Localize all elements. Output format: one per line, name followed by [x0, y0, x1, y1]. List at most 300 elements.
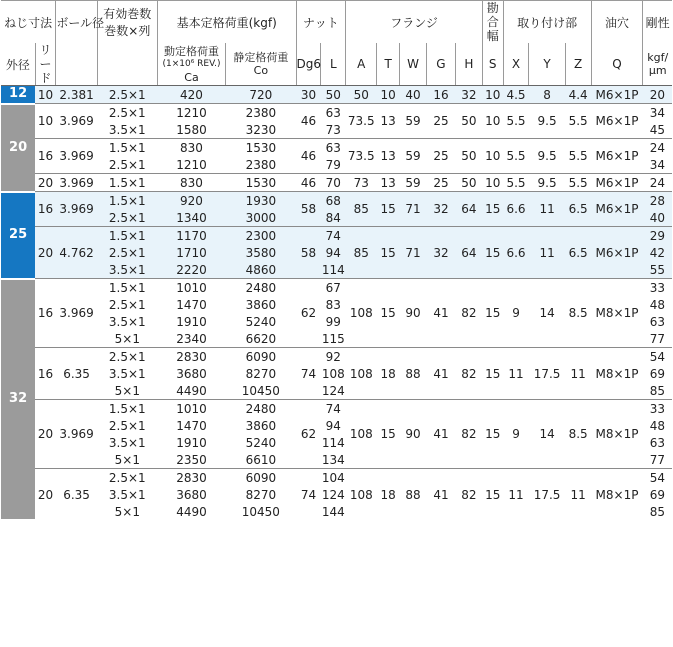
- y-cell: 17.5: [529, 469, 565, 521]
- x-cell: 11: [503, 348, 529, 400]
- w-cell: 88: [400, 469, 427, 521]
- dg6-cell: 74: [296, 469, 321, 521]
- table-row: [1, 86, 672, 104]
- nut-length-cell: 79: [321, 156, 346, 174]
- rigidity-cell: 33: [643, 400, 672, 418]
- a-cell: 73.5: [346, 139, 377, 174]
- header-mounting: 取り付け部: [503, 1, 591, 44]
- static-load-cell: 1530: [226, 139, 296, 157]
- g-cell: 25: [426, 139, 455, 174]
- g-cell: 32: [426, 192, 455, 227]
- s-cell: 10: [482, 174, 503, 192]
- y-cell: 11: [529, 192, 565, 227]
- turns-cell: 3.5×1: [97, 486, 157, 503]
- a-cell: 108: [346, 400, 377, 469]
- static-load-cell: 2380: [226, 156, 296, 174]
- q-cell: M8×1P: [591, 469, 643, 521]
- turns-cell: 1.5×1: [97, 139, 157, 157]
- rigidity-cell: 77: [643, 330, 672, 348]
- x-cell: 6.6: [503, 227, 529, 279]
- dynamic-load-cell: 1470: [157, 417, 225, 434]
- nut-length-cell: 73: [321, 121, 346, 139]
- q-cell: M6×1P: [591, 192, 643, 227]
- dynamic-load-cell: 1580: [157, 121, 225, 139]
- header-dg6: Dg6: [296, 43, 321, 86]
- lead-cell: 16: [35, 348, 56, 400]
- g-cell: 41: [426, 348, 455, 400]
- z-cell: 11: [565, 348, 591, 400]
- static-load-cell: 6610: [226, 451, 296, 469]
- header-rig-unit-line2: μm: [648, 64, 667, 77]
- y-cell: 11: [529, 227, 565, 279]
- t-cell: 10: [377, 86, 400, 104]
- nut-length-cell: 114: [321, 262, 345, 277]
- lead-cell: 20: [35, 400, 56, 469]
- header-y: Y: [529, 43, 565, 86]
- rigidity-cell: 29: [643, 227, 672, 245]
- header-x: X: [503, 43, 529, 86]
- rigidity-cell: 85: [643, 382, 672, 400]
- turns-cell: 3.5×1: [97, 434, 157, 451]
- rigidity-cell: 54: [643, 348, 672, 366]
- dynamic-load-cell: 1210: [157, 104, 225, 122]
- header-static-load-line1: 静定格荷重: [233, 51, 289, 64]
- h-cell: 32: [455, 86, 482, 104]
- q-cell: M8×1P: [591, 348, 643, 400]
- q-cell: M6×1P: [591, 227, 643, 279]
- z-cell: 5.5: [565, 104, 591, 139]
- q-cell: M8×1P: [591, 400, 643, 469]
- h-cell: 50: [455, 139, 482, 174]
- ball-dia-cell: 6.35: [56, 469, 97, 521]
- ball-screw-spec-table: [1, 0, 672, 521]
- dynamic-load-cell: 2830: [157, 469, 225, 487]
- rigidity-cell: 40: [643, 209, 672, 227]
- nut-length-cell: 94: [321, 417, 346, 434]
- static-load-cell: 3000: [226, 209, 296, 227]
- static-load-cell: 3230: [226, 121, 296, 139]
- z-cell: 8.5: [565, 400, 591, 469]
- z-cell: 6.5: [565, 227, 591, 279]
- header-dynamic-load-line3: Ca: [184, 70, 199, 84]
- rigidity-cell: 54: [643, 469, 672, 487]
- outer-dia-cell: 20: [1, 104, 35, 192]
- turns-cell: 1.5×1: [97, 192, 157, 210]
- a-cell: 85: [346, 227, 377, 279]
- z-cell: 5.5: [565, 139, 591, 174]
- header-turns: [97, 1, 157, 44]
- g-cell: 16: [426, 86, 455, 104]
- static-load-cell: 1930: [226, 192, 296, 210]
- nut-length-cell: 134: [321, 452, 345, 467]
- ball-dia-cell: 3.969: [56, 104, 97, 139]
- header-flange: フランジ: [346, 1, 483, 44]
- dynamic-load-cell: 920: [157, 192, 225, 210]
- header-s: S: [482, 43, 503, 86]
- dynamic-load-cell: 1010: [157, 400, 225, 418]
- g-cell: 32: [426, 227, 455, 279]
- z-cell: 8.5: [565, 279, 591, 348]
- lead-cell: 16: [35, 139, 56, 174]
- rigidity-cell: 69: [643, 486, 672, 503]
- w-cell: 40: [400, 86, 427, 104]
- x-cell: 11: [503, 469, 529, 521]
- g-cell: 25: [426, 174, 455, 192]
- nut-length-cell: 74: [321, 400, 346, 418]
- header-a: A: [346, 43, 377, 86]
- nut-length-cell: 114: [321, 435, 345, 450]
- static-load-cell: 5240: [226, 313, 296, 330]
- lead-cell: 16: [35, 192, 56, 227]
- z-cell: 5.5: [565, 174, 591, 192]
- h-cell: 82: [455, 469, 482, 521]
- turns-cell: 1.5×1: [97, 400, 157, 418]
- s-cell: 15: [482, 348, 503, 400]
- q-cell: M8×1P: [591, 279, 643, 348]
- nut-length-cell: 63: [321, 139, 346, 157]
- nut-length-cell: 68: [321, 192, 346, 210]
- dynamic-load-cell: 1710: [157, 244, 225, 261]
- dg6-cell: 74: [296, 348, 321, 400]
- z-cell: 6.5: [565, 192, 591, 227]
- header-dynamic-load-line1: 動定格荷重: [163, 44, 219, 58]
- h-cell: 82: [455, 279, 482, 348]
- turns-cell: 5×1: [97, 451, 157, 469]
- rigidity-cell: 45: [643, 121, 672, 139]
- table-row: [1, 469, 672, 487]
- static-load-cell: 1530: [226, 174, 296, 192]
- dynamic-load-cell: 4490: [157, 382, 225, 400]
- table-row: [1, 174, 672, 192]
- table-row: [1, 279, 672, 297]
- header-outer-dia: 外径: [1, 43, 35, 86]
- y-cell: 8: [529, 86, 565, 104]
- h-cell: 64: [455, 227, 482, 279]
- header-lead: リード: [35, 43, 56, 86]
- rigidity-cell: 48: [643, 296, 672, 313]
- w-cell: 90: [400, 279, 427, 348]
- y-cell: 14: [529, 400, 565, 469]
- w-cell: 90: [400, 400, 427, 469]
- table-row: [1, 104, 672, 122]
- static-load-cell: 3860: [226, 296, 296, 313]
- dynamic-load-cell: 3680: [157, 486, 225, 503]
- g-cell: 41: [426, 469, 455, 521]
- dynamic-load-cell: 830: [157, 174, 225, 192]
- static-load-cell: 720: [226, 86, 296, 104]
- dynamic-load-cell: 1340: [157, 209, 225, 227]
- x-cell: 9: [503, 400, 529, 469]
- outer-dia-cell: 32: [1, 279, 35, 521]
- h-cell: 82: [455, 400, 482, 469]
- rigidity-cell: 63: [643, 313, 672, 330]
- static-load-cell: 6090: [226, 348, 296, 366]
- turns-cell: 3.5×1: [97, 313, 157, 330]
- header-w: W: [400, 43, 427, 86]
- t-cell: 15: [377, 400, 400, 469]
- turns-cell: 2.5×1: [97, 244, 157, 261]
- turns-cell: 2.5×1: [97, 209, 157, 227]
- x-cell: 5.5: [503, 139, 529, 174]
- s-cell: 10: [482, 104, 503, 139]
- ball-dia-cell: 6.35: [56, 348, 97, 400]
- dg6-cell: 30: [296, 86, 321, 104]
- header-z: Z: [565, 43, 591, 86]
- static-load-cell: 2380: [226, 104, 296, 122]
- t-cell: 18: [377, 348, 400, 400]
- table-row: [1, 348, 672, 366]
- nut-length-cell: 67: [321, 279, 346, 297]
- nut-length-cell: 74: [321, 227, 346, 245]
- lead-cell: 16: [35, 279, 56, 348]
- static-load-cell: 10450: [226, 503, 296, 520]
- y-cell: 14: [529, 279, 565, 348]
- t-cell: 15: [377, 279, 400, 348]
- a-cell: 73: [346, 174, 377, 192]
- rigidity-cell: 63: [643, 434, 672, 451]
- dynamic-load-cell: 1910: [157, 434, 225, 451]
- g-cell: 41: [426, 400, 455, 469]
- dynamic-load-cell: 2830: [157, 348, 225, 366]
- a-cell: 73.5: [346, 104, 377, 139]
- w-cell: 71: [400, 227, 427, 279]
- y-cell: 9.5: [529, 104, 565, 139]
- z-cell: 11: [565, 469, 591, 521]
- nut-length-cell: 84: [321, 209, 346, 227]
- header-fit-length: 勘合幅: [482, 1, 503, 44]
- y-cell: 17.5: [529, 348, 565, 400]
- a-cell: 108: [346, 469, 377, 521]
- rigidity-cell: 85: [643, 503, 672, 520]
- t-cell: 13: [377, 104, 400, 139]
- w-cell: 59: [400, 104, 427, 139]
- static-load-cell: 3860: [226, 417, 296, 434]
- turns-cell: 5×1: [97, 503, 157, 520]
- rigidity-cell: 20: [643, 86, 672, 104]
- static-load-cell: 2480: [226, 279, 296, 297]
- dynamic-load-cell: 1470: [157, 296, 225, 313]
- nut-length-cell: 144: [321, 504, 345, 519]
- turns-cell: 3.5×1: [97, 121, 157, 139]
- header-dynamic-load: [157, 43, 225, 86]
- turns-cell: 2.5×1: [97, 86, 157, 104]
- rigidity-cell: 28: [643, 192, 672, 210]
- header-ball-blank: [56, 43, 97, 86]
- header-turns-blank: [97, 43, 157, 86]
- dg6-cell: 46: [296, 139, 321, 174]
- nut-length-cell: 104: [321, 470, 345, 485]
- static-load-cell: 8270: [226, 486, 296, 503]
- static-load-cell: 6090: [226, 469, 296, 487]
- t-cell: 15: [377, 227, 400, 279]
- rigidity-cell: 42: [643, 244, 672, 261]
- header-t: T: [377, 43, 400, 86]
- nut-length-cell: 94: [321, 244, 346, 261]
- header-turns-bottom: 巻数×列: [104, 24, 151, 38]
- nut-length-cell: 83: [321, 296, 346, 313]
- lead-cell: 20: [35, 227, 56, 279]
- turns-cell: 3.5×1: [97, 261, 157, 279]
- dynamic-load-cell: 4490: [157, 503, 225, 520]
- q-cell: M6×1P: [591, 104, 643, 139]
- dg6-cell: 62: [296, 279, 321, 348]
- t-cell: 15: [377, 192, 400, 227]
- header-h: H: [455, 43, 482, 86]
- nut-length-cell: 99: [321, 313, 346, 330]
- header-static-load-line2: Co: [253, 64, 269, 77]
- ball-dia-cell: 2.381: [56, 86, 97, 104]
- nut-length-cell: 50: [321, 86, 346, 104]
- t-cell: 18: [377, 469, 400, 521]
- turns-cell: 1.5×1: [97, 174, 157, 192]
- x-cell: 6.6: [503, 192, 529, 227]
- s-cell: 10: [482, 86, 503, 104]
- h-cell: 64: [455, 192, 482, 227]
- s-cell: 15: [482, 279, 503, 348]
- s-cell: 15: [482, 192, 503, 227]
- ball-dia-cell: 4.762: [56, 227, 97, 279]
- ball-dia-cell: 3.969: [56, 139, 97, 174]
- turns-cell: 1.5×1: [97, 279, 157, 297]
- a-cell: 85: [346, 192, 377, 227]
- g-cell: 41: [426, 279, 455, 348]
- q-cell: M6×1P: [591, 139, 643, 174]
- dynamic-load-cell: 1210: [157, 156, 225, 174]
- header-q: Q: [591, 43, 643, 86]
- static-load-cell: 5240: [226, 434, 296, 451]
- table-row: [1, 192, 672, 210]
- turns-cell: 2.5×1: [97, 296, 157, 313]
- header-static-load: [226, 43, 296, 86]
- x-cell: 4.5: [503, 86, 529, 104]
- table-row: [1, 400, 672, 418]
- dg6-cell: 46: [296, 174, 321, 192]
- nut-length-cell: 92: [321, 348, 346, 366]
- header-screw-size: ねじ寸法: [1, 1, 56, 44]
- header-dynamic-load-line2: (1×10⁶ REV.): [162, 58, 221, 69]
- x-cell: 9: [503, 279, 529, 348]
- static-load-cell: 10450: [226, 382, 296, 400]
- q-cell: M6×1P: [591, 86, 643, 104]
- ball-dia-cell: 3.969: [56, 192, 97, 227]
- nut-length-cell: 124: [321, 487, 345, 502]
- rigidity-cell: 48: [643, 417, 672, 434]
- lead-cell: 20: [35, 174, 56, 192]
- dg6-cell: 58: [296, 227, 321, 279]
- header-nut: ナット: [296, 1, 346, 44]
- rigidity-cell: 55: [643, 261, 672, 279]
- header-rigidity: 剛性: [643, 1, 672, 44]
- nut-length-cell: 115: [321, 331, 345, 346]
- a-cell: 108: [346, 348, 377, 400]
- h-cell: 82: [455, 348, 482, 400]
- header-basic-load: 基本定格荷重(kgf): [157, 1, 296, 44]
- dg6-cell: 58: [296, 192, 321, 227]
- t-cell: 13: [377, 174, 400, 192]
- header-g: G: [426, 43, 455, 86]
- h-cell: 50: [455, 174, 482, 192]
- w-cell: 71: [400, 192, 427, 227]
- header-turns-top: 有効巻数: [103, 7, 152, 21]
- static-load-cell: 2480: [226, 400, 296, 418]
- dg6-cell: 62: [296, 400, 321, 469]
- dynamic-load-cell: 1010: [157, 279, 225, 297]
- table-body: [1, 86, 672, 521]
- nut-length-cell: 63: [321, 104, 346, 122]
- z-cell: 4.4: [565, 86, 591, 104]
- x-cell: 5.5: [503, 174, 529, 192]
- s-cell: 10: [482, 139, 503, 174]
- rigidity-cell: 77: [643, 451, 672, 469]
- header-rigidity-unit: [643, 43, 672, 86]
- turns-cell: 2.5×1: [97, 469, 157, 487]
- rigidity-cell: 33: [643, 279, 672, 297]
- s-cell: 15: [482, 400, 503, 469]
- a-cell: 50: [346, 86, 377, 104]
- t-cell: 13: [377, 139, 400, 174]
- q-cell: M6×1P: [591, 174, 643, 192]
- g-cell: 25: [426, 104, 455, 139]
- nut-length-cell: 124: [321, 383, 345, 398]
- static-load-cell: 8270: [226, 365, 296, 382]
- header-oil-hole: 油穴: [591, 1, 643, 44]
- w-cell: 59: [400, 174, 427, 192]
- outer-dia-cell: 25: [1, 192, 35, 279]
- header-l: L: [321, 43, 346, 86]
- turns-cell: 3.5×1: [97, 365, 157, 382]
- turns-cell: 2.5×1: [97, 348, 157, 366]
- dynamic-load-cell: 1910: [157, 313, 225, 330]
- static-load-cell: 6620: [226, 330, 296, 348]
- s-cell: 15: [482, 227, 503, 279]
- y-cell: 9.5: [529, 139, 565, 174]
- w-cell: 59: [400, 139, 427, 174]
- dg6-cell: 46: [296, 104, 321, 139]
- dynamic-load-cell: 2220: [157, 261, 225, 279]
- nut-length-cell: 70: [321, 174, 346, 192]
- header-ball-dia: ボール径: [56, 1, 97, 44]
- y-cell: 9.5: [529, 174, 565, 192]
- turns-cell: 5×1: [97, 382, 157, 400]
- rigidity-cell: 69: [643, 365, 672, 382]
- static-load-cell: 2300: [226, 227, 296, 245]
- s-cell: 15: [482, 469, 503, 521]
- h-cell: 50: [455, 104, 482, 139]
- w-cell: 88: [400, 348, 427, 400]
- dynamic-load-cell: 3680: [157, 365, 225, 382]
- ball-dia-cell: 3.969: [56, 174, 97, 192]
- lead-cell: 20: [35, 469, 56, 521]
- a-cell: 108: [346, 279, 377, 348]
- dynamic-load-cell: 420: [157, 86, 225, 104]
- lead-cell: 10: [35, 104, 56, 139]
- turns-cell: 1.5×1: [97, 227, 157, 245]
- outer-dia-cell: 12: [1, 86, 35, 104]
- rigidity-cell: 34: [643, 156, 672, 174]
- static-load-cell: 4860: [226, 261, 296, 279]
- rigidity-cell: 34: [643, 104, 672, 122]
- dynamic-load-cell: 2340: [157, 330, 225, 348]
- table-row: [1, 139, 672, 157]
- dynamic-load-cell: 2350: [157, 451, 225, 469]
- ball-dia-cell: 3.969: [56, 279, 97, 348]
- turns-cell: 5×1: [97, 330, 157, 348]
- ball-dia-cell: 3.969: [56, 400, 97, 469]
- x-cell: 5.5: [503, 104, 529, 139]
- rigidity-cell: 24: [643, 174, 672, 192]
- dynamic-load-cell: 1170: [157, 227, 225, 245]
- turns-cell: 2.5×1: [97, 417, 157, 434]
